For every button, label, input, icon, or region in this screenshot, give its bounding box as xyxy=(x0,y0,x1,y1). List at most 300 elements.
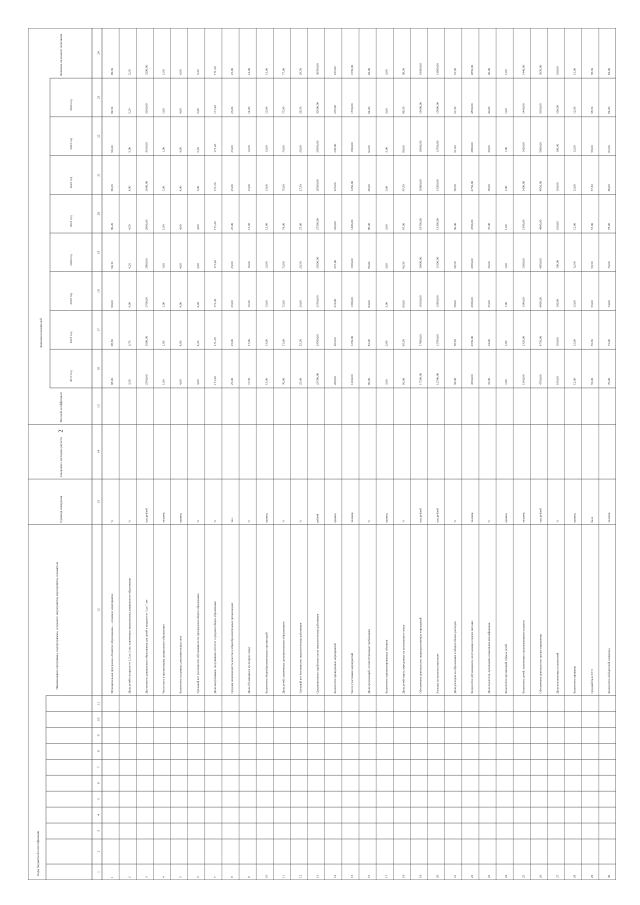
row-value: 1,00 xyxy=(504,185,509,192)
column-number: 15 xyxy=(96,404,101,408)
row-final: 61,50 xyxy=(452,67,457,76)
row-final: 3200,00 xyxy=(144,64,149,76)
row-value: 36,00 xyxy=(487,261,492,269)
row-code: 13 xyxy=(315,874,320,878)
row-final: 3,00 xyxy=(384,69,389,76)
row-final: 94,00 xyxy=(367,67,372,76)
header-source: Сведения о методике расчета xyxy=(59,437,63,478)
row-value: 15,50 xyxy=(247,222,252,231)
row-name: Доля обучающихся во вторую смену xyxy=(247,646,252,694)
row-value: 1400,00 xyxy=(350,219,355,231)
row-code: 21 xyxy=(452,874,457,878)
row-value: 1300,00 xyxy=(521,374,526,385)
row-code: 15 xyxy=(350,874,355,878)
row-value: 12,00 xyxy=(572,145,577,153)
row-value: 26500,00 xyxy=(315,256,320,269)
row-value: 100,00 xyxy=(555,182,560,192)
header-year: 2017 год xyxy=(69,370,73,382)
row-value: 4750,00 xyxy=(469,180,474,192)
row-value: 4900,00 xyxy=(538,219,543,231)
row-value: 58,00 xyxy=(589,145,594,153)
column-number: 20 xyxy=(96,211,101,216)
row-final: 25,00 xyxy=(230,67,235,76)
row-value: 99,30 xyxy=(110,184,115,192)
row-value: 4,00 xyxy=(178,185,183,192)
row-value: 13,00 xyxy=(264,377,269,385)
row-value: 171,20 xyxy=(212,182,217,192)
row-value: 230,00 xyxy=(332,143,337,153)
row-code: 10 xyxy=(264,874,269,878)
header-group-codes: Коды бюджетной классификации xyxy=(36,830,40,876)
row-value: 70,00 xyxy=(281,377,286,385)
column-number: 2 xyxy=(96,850,101,853)
row-value: 98,00 xyxy=(110,377,115,385)
row-value: 80,00 xyxy=(607,184,612,192)
row-value: 4700,00 xyxy=(469,219,474,231)
row-value: 4850,00 xyxy=(538,258,543,269)
row-final: 58,50 xyxy=(589,67,594,76)
row-value: 27,50 xyxy=(298,184,303,192)
row-value: 4950,00 xyxy=(538,180,543,192)
header-year: 2021 год xyxy=(69,215,73,228)
column-number: 18 xyxy=(96,289,101,293)
row-final: 5,20 xyxy=(127,69,132,76)
row-value: 99,40 xyxy=(110,145,115,153)
row-value: 77,00 xyxy=(281,106,286,114)
row-value: 37,00 xyxy=(487,222,492,231)
row-value: 1350,00 xyxy=(350,258,355,269)
row-value: 1400,00 xyxy=(521,180,526,192)
row-value: 27500,00 xyxy=(315,218,320,231)
row-value: 61,50 xyxy=(452,106,457,114)
row-value: 2900,00 xyxy=(144,219,149,231)
row-value: 14,50 xyxy=(247,145,252,153)
row-value: 100,00 xyxy=(555,221,560,231)
row-value: 26,50 xyxy=(298,261,303,269)
row-value: 23500,00 xyxy=(315,372,320,385)
row-value: 100,00 xyxy=(555,105,560,114)
row-value: 98,00 xyxy=(401,145,406,153)
row-name: Доля расходов на образование в общем объеме расходов xyxy=(452,621,457,694)
row-unit: % xyxy=(452,520,457,523)
row-code: 11 xyxy=(281,874,286,878)
row-code: 7 xyxy=(212,876,217,878)
row-value: 210,00 xyxy=(332,298,337,308)
header-year: 2020 год xyxy=(69,254,73,266)
row-value: 4,00 xyxy=(178,146,183,153)
row-value: 19000,00 xyxy=(418,179,423,192)
row-unit: тыс.рублей xyxy=(418,508,423,523)
row-unit: % xyxy=(127,520,132,523)
row-value: 13900,00 xyxy=(435,101,440,114)
column-number: 16 xyxy=(96,366,101,371)
row-unit: единиц xyxy=(504,513,509,523)
row-value: 88,00 xyxy=(367,222,372,231)
row-unit: % xyxy=(247,520,252,523)
row-unit: единиц xyxy=(384,513,389,523)
row-unit: единиц xyxy=(264,513,269,523)
row-value: 56,50 xyxy=(589,261,594,269)
row-code: 5 xyxy=(178,876,183,878)
row-unit: % xyxy=(212,520,217,523)
header-year: 2019 год xyxy=(69,292,73,305)
row-value: 55,00 xyxy=(589,377,594,385)
row-unit: человек xyxy=(350,512,355,523)
row-value: 60,00 xyxy=(452,222,457,231)
row-value: 171,20 xyxy=(212,143,217,153)
row-final: 99,50 xyxy=(110,67,115,76)
row-value: 74,00 xyxy=(607,300,612,308)
row-value: 70,00 xyxy=(607,377,612,385)
row-value: 1,00 xyxy=(504,340,509,347)
row-value: 25,50 xyxy=(298,339,303,347)
row-value: 1,00 xyxy=(161,379,166,385)
row-unit: % xyxy=(110,520,115,523)
row-name: Удельный вес численности педагогических работников xyxy=(298,622,303,694)
row-value: 4850,00 xyxy=(469,103,474,114)
row-value: 25,00 xyxy=(230,339,235,347)
row-value: 100,00 xyxy=(555,298,560,308)
row-value: 4,00 xyxy=(178,340,183,347)
row-value: 35,00 xyxy=(487,300,492,308)
row-value: 4,00 xyxy=(178,379,183,385)
row-value: 76,00 xyxy=(281,145,286,153)
row-code: 16 xyxy=(367,874,372,878)
table-cells xyxy=(36,33,612,878)
row-value: 75,00 xyxy=(281,184,286,192)
row-value: 4550,00 xyxy=(469,335,474,347)
row-value: 82,00 xyxy=(367,339,372,347)
row-value: 3,00 xyxy=(384,185,389,192)
row-code: 8 xyxy=(230,876,235,878)
row-final: 84,00 xyxy=(607,67,612,76)
row-value: 26,00 xyxy=(298,300,303,308)
row-value: 4700,00 xyxy=(538,374,543,385)
row-unit: % xyxy=(487,520,492,523)
column-number: 8 xyxy=(96,750,101,753)
table-grid xyxy=(28,28,616,880)
row-value: 13300,00 xyxy=(435,218,440,231)
row-value: 94,00 xyxy=(367,106,372,114)
row-value: 2800,00 xyxy=(144,258,149,269)
row-value: 99,20 xyxy=(110,222,115,231)
column-number: 9 xyxy=(96,734,101,737)
row-code: 23 xyxy=(487,874,492,878)
row-value: 1360,00 xyxy=(521,258,526,269)
row-value: 13,00 xyxy=(264,145,269,153)
row-value: 4,50 xyxy=(127,224,132,231)
row-value: 5,00 xyxy=(127,146,132,153)
column-number: 7 xyxy=(96,766,101,769)
row-unit: тыс.рублей xyxy=(144,508,149,523)
row-unit: % xyxy=(555,520,560,523)
row-value: 12,00 xyxy=(572,184,577,192)
row-value: 95,00 xyxy=(401,377,406,385)
row-value: 71,00 xyxy=(281,339,286,347)
row-name: Доля детей, охваченных дополнительным образованием xyxy=(281,621,286,694)
row-code: 18 xyxy=(401,874,406,878)
row-value: 5,20 xyxy=(127,108,132,114)
row-value: 1500,00 xyxy=(350,142,355,153)
row-name: Расходы на выплаты персоналу xyxy=(435,653,440,694)
header-year: 2023 год xyxy=(69,138,73,150)
row-value: 4,00 xyxy=(195,379,200,385)
column-number: 12 xyxy=(96,608,101,612)
row-value: 1200,00 xyxy=(350,374,355,385)
row-value: 84,00 xyxy=(607,106,612,114)
row-name: Доля детей в возрасте от 1,5 до 3 лет, охваченных программами дошкольного образования xyxy=(127,578,132,694)
row-value: 33,00 xyxy=(487,377,492,385)
row-value: 99,10 xyxy=(110,261,115,269)
row-value: 3,00 xyxy=(384,108,389,114)
row-value: 1,00 xyxy=(504,263,509,269)
row-value: 12,00 xyxy=(572,377,577,385)
row-code: 27 xyxy=(555,874,560,878)
row-value: 86,00 xyxy=(367,261,372,269)
row-value: 59,50 xyxy=(452,261,457,269)
row-value: 4,80 xyxy=(127,185,132,192)
row-value: 12,00 xyxy=(572,222,577,231)
row-value: 17,00 xyxy=(247,339,252,347)
row-code: 3 xyxy=(144,876,149,878)
row-value: 2600,00 xyxy=(144,335,149,347)
row-value: 13,00 xyxy=(264,106,269,114)
row-code: 4 xyxy=(161,876,166,878)
row-unit: % xyxy=(195,520,200,523)
row-value: 1440,00 xyxy=(521,103,526,114)
row-value: 30500,00 xyxy=(315,101,320,114)
row-code: 14 xyxy=(332,874,337,878)
row-unit: тыс.рублей xyxy=(538,508,543,523)
row-value: 56,00 xyxy=(589,300,594,308)
row-value: 76,00 xyxy=(607,261,612,269)
row-final: 12,00 xyxy=(572,67,577,76)
row-value: 78,00 xyxy=(607,222,612,231)
row-final: 4850,00 xyxy=(469,64,474,76)
row-value: 40,00 xyxy=(487,106,492,114)
row-value: 27,00 xyxy=(298,222,303,231)
row-value: 4,00 xyxy=(178,301,183,308)
column-number: 21 xyxy=(96,173,101,177)
row-value: 28500,00 xyxy=(315,179,320,192)
column-number: 10 xyxy=(96,717,101,722)
row-value: 225,00 xyxy=(332,182,337,192)
row-final: 77,00 xyxy=(281,67,286,76)
row-value: 171,20 xyxy=(212,337,217,347)
row-value: 1,00 xyxy=(504,379,509,385)
row-value: 57,50 xyxy=(589,184,594,192)
row-value: 25,00 xyxy=(230,106,235,114)
row-value: 5050,00 xyxy=(538,103,543,114)
row-value: 215,00 xyxy=(332,259,337,269)
row-value: 18100,00 xyxy=(418,295,423,308)
row-code: 6 xyxy=(195,876,200,878)
row-value: 13500,00 xyxy=(435,179,440,192)
row-name: Количество обучающихся, получающих горячее питание xyxy=(469,620,474,694)
row-value: 2700,00 xyxy=(144,297,149,308)
row-code: 24 xyxy=(504,874,509,878)
header-name: Наименование программы, подпрограммы, основного мероприятия, мероприятия, показателя xyxy=(55,562,59,690)
header-weight: Весовой коэффициент xyxy=(59,392,63,423)
row-value: 171,20 xyxy=(212,221,217,231)
row-value: 96,50 xyxy=(401,261,406,269)
row-value: 235,00 xyxy=(332,105,337,114)
row-value: 60,50 xyxy=(452,184,457,192)
row-final: 4,00 xyxy=(178,69,183,76)
row-name: Количество проведенных мероприятий xyxy=(332,643,337,694)
row-value: 4800,00 xyxy=(469,142,474,153)
row-value: 29500,00 xyxy=(315,140,320,153)
row-value: 3,50 xyxy=(127,379,132,385)
row-value: 55,50 xyxy=(589,339,594,347)
header-year: 2024 год xyxy=(69,99,73,111)
row-value: 3,00 xyxy=(384,224,389,231)
row-value: 25,00 xyxy=(298,377,303,385)
row-value: 57,00 xyxy=(589,222,594,231)
row-value: 17800,00 xyxy=(418,334,423,347)
row-value: 74,00 xyxy=(281,222,286,231)
row-name: Среднемесячная заработная плата педагогических работников xyxy=(315,613,320,694)
row-value: 3,00 xyxy=(384,301,389,308)
column-number: 19 xyxy=(96,250,101,255)
row-value: 100,00 xyxy=(555,376,560,385)
row-name: Обеспечение деятельности органа управления xyxy=(538,634,543,694)
row-value: 13,00 xyxy=(264,339,269,347)
row-code: 29 xyxy=(589,874,594,878)
row-value: 100,00 xyxy=(555,259,560,269)
row-value: 1,00 xyxy=(504,146,509,153)
row-value: 25,00 xyxy=(230,261,235,269)
row-value: 61,00 xyxy=(452,145,457,153)
row-value: 13,00 xyxy=(264,222,269,231)
row-value: 4,00 xyxy=(178,108,183,114)
row-unit: % xyxy=(281,520,286,523)
row-value: 1,00 xyxy=(161,301,166,308)
row-value: 16,50 xyxy=(247,300,252,308)
header-final: Значение на момент окончания xyxy=(59,33,63,77)
row-value: 58,00 xyxy=(452,377,457,385)
row-code: 19 xyxy=(418,874,423,878)
row-code: 26 xyxy=(538,874,543,878)
row-code: 25 xyxy=(521,874,526,878)
row-value: 1420,00 xyxy=(521,142,526,153)
row-value: 13100,00 xyxy=(435,256,440,269)
row-value: 4500,00 xyxy=(469,374,474,385)
row-final: 1,00 xyxy=(161,69,166,76)
row-value: 3,00 xyxy=(384,146,389,153)
row-name: Доля детей-сирот, переданных на воспитание в семьи xyxy=(401,624,406,694)
row-value: 4,20 xyxy=(127,263,132,269)
row-value: 15,00 xyxy=(247,184,252,192)
row-value: 2500,00 xyxy=(144,374,149,385)
row-value: 205,00 xyxy=(332,337,337,347)
row-value: 98,50 xyxy=(401,106,406,114)
header-year: 2022 год xyxy=(69,176,73,189)
row-value: 58,50 xyxy=(452,339,457,347)
row-value: 5,40 xyxy=(195,108,200,114)
row-value: 4,00 xyxy=(178,263,183,269)
row-value: 100,00 xyxy=(555,143,560,153)
row-unit: человек xyxy=(607,512,612,523)
row-value: 17500,00 xyxy=(418,372,423,385)
row-value: 1,00 xyxy=(161,224,166,231)
row-value: 13700,00 xyxy=(435,140,440,153)
row-value: 16,00 xyxy=(247,261,252,269)
row-value: 3,00 xyxy=(384,340,389,347)
row-unit: % xyxy=(401,520,406,523)
row-value: 200,00 xyxy=(332,376,337,385)
row-unit: % xyxy=(367,520,372,523)
row-name: Количество детей, охваченных организованным отдыхом xyxy=(521,620,526,694)
row-name: Количество победителей олимпиад xyxy=(607,648,612,694)
row-name: Обеспечение деятельности подведомственных учреждений xyxy=(418,617,423,694)
row-value: 4,00 xyxy=(127,301,132,308)
row-value: 4,60 xyxy=(195,263,200,269)
row-name: Доля исполненных полномочий xyxy=(555,652,560,694)
row-unit: балл xyxy=(589,516,594,523)
column-number: 13 xyxy=(96,500,101,504)
row-value: 1250,00 xyxy=(350,335,355,347)
row-code: 28 xyxy=(572,874,577,878)
table-svg xyxy=(28,28,616,880)
row-value: 3,00 xyxy=(384,379,389,385)
row-value: 1,00 xyxy=(161,263,166,269)
row-value: 171,20 xyxy=(212,105,217,114)
row-value: 4,20 xyxy=(195,340,200,347)
row-value: 95,50 xyxy=(401,339,406,347)
row-value: 13,00 xyxy=(264,300,269,308)
row-value: 25,00 xyxy=(230,377,235,385)
row-name: Муниципальная программа «Развитие образования» ... основное мероприятие xyxy=(110,593,115,694)
row-value: 3,00 xyxy=(384,263,389,269)
row-value: 1550,00 xyxy=(350,103,355,114)
row-name: Доступность дошкольного образования для детей в возрасте от 3 до 7 лет xyxy=(144,599,149,694)
row-value: 4,80 xyxy=(195,224,200,231)
row-final: 1550,00 xyxy=(350,64,355,76)
row-name: Доля организаций, соответствующих требованиям xyxy=(367,628,372,694)
row-final: 5,40 xyxy=(195,69,200,76)
row-value: 4750,00 xyxy=(538,335,543,347)
column-number: 11 xyxy=(96,701,101,706)
row-value: 171,20 xyxy=(212,376,217,385)
row-code: 22 xyxy=(469,874,474,878)
row-value: 12,00 xyxy=(572,339,577,347)
row-value: 12,00 xyxy=(572,106,577,114)
row-value: 98,50 xyxy=(110,339,115,347)
column-number: 4 xyxy=(96,814,101,816)
row-final: 1440,00 xyxy=(521,64,526,76)
row-value: 72,00 xyxy=(607,339,612,347)
row-value: 73,00 xyxy=(281,261,286,269)
row-name: Средний балл ЕГЭ xyxy=(589,669,594,694)
row-value: 84,00 xyxy=(367,300,372,308)
column-number: 3 xyxy=(96,830,101,832)
row-value: 80,00 xyxy=(367,377,372,385)
row-final: 13,00 xyxy=(264,67,269,76)
row-code: 1 xyxy=(110,876,115,878)
column-number: 1 xyxy=(96,871,101,873)
row-unit: единиц xyxy=(332,513,337,523)
row-value: 4800,00 xyxy=(538,297,543,308)
row-value: 25,00 xyxy=(230,184,235,192)
row-value: 58,50 xyxy=(589,106,594,114)
row-unit: тыс.рублей xyxy=(435,508,440,523)
row-value: 1,00 xyxy=(161,108,166,114)
row-value: 25500,00 xyxy=(315,295,320,308)
row-name: Доля педагогов, прошедших повышение квалификации xyxy=(487,622,492,694)
column-number: 14 xyxy=(96,450,101,454)
row-value: 1,00 xyxy=(161,146,166,153)
